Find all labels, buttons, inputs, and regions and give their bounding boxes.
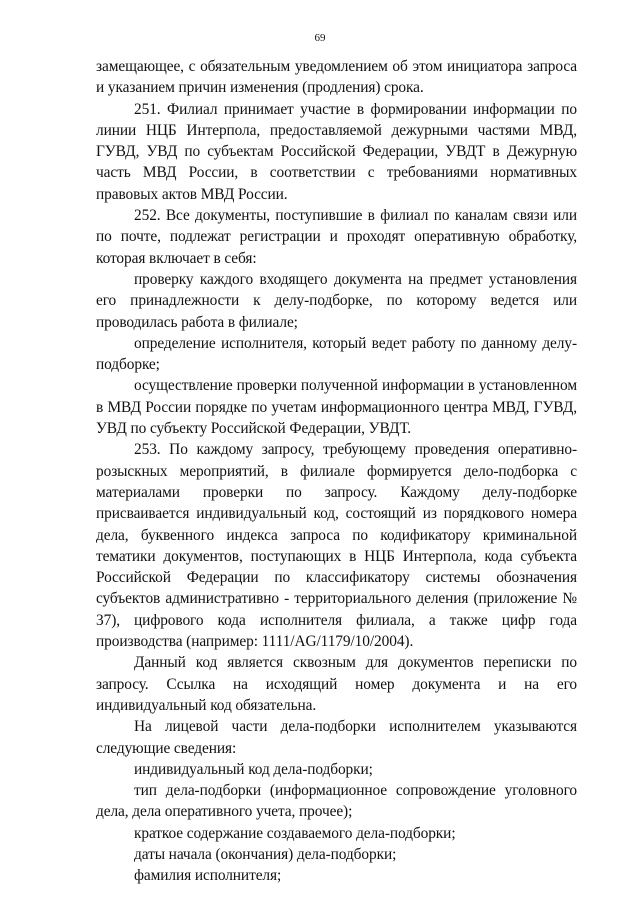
paragraph-252: 252. Все документы, поступившие в филиал по каналам связи или по почте, подлежат регистрации и проходят оперативную обработку, которая включает в себя:	[96, 207, 577, 267]
list-item-dates: даты начала (окончания) дела-подборки;	[134, 845, 397, 863]
list-item-assign-executor: определение исполнителя, который ведет работу по данному делу-подборке;	[96, 334, 577, 374]
list-item-executor-name: фамилия исполнителя;	[134, 867, 282, 885]
paragraph-continuation: замещающее, с обязательным уведомлением об этом инициатора запроса и указанием причин изменения (продления) срока.	[96, 58, 577, 97]
list-item-type: тип дела-подборки (информационное сопровождение уголовного дела, дела оперативного учета, прочее);	[96, 782, 577, 821]
paragraph-code-note: Данный код является сквозным для документов переписки по запросу. Ссылка на исходящий номер документа и на его индивидуальный код обязательна.	[96, 654, 577, 714]
list-item-verify-information: осуществление проверки полученной информации в установленном в МВД России порядке по учетам информационного центра МВД, ГУВД, УВД по субъекту Российской Федерации, УВДТ.	[96, 377, 577, 438]
paragraph-251: 251. Филиал принимает участие в формировании информации по линии НЦБ Интерпола, предоставляемой дежурными частями МВД, ГУВД, УВД по субъектам Российской Федерации, УВДТ в Дежурную часть МВД России, в соответствии с требованиями нормативных правовых актов МВД России.	[96, 100, 577, 203]
body-text	[96, 56, 577, 887]
list-item-check-document: проверку каждого входящего документа на предмет установления его принадлежности к делу-подборке, по которому ведется или проводилась работа в филиале;	[96, 270, 577, 331]
list-item-individual-code: индивидуальный код дела-подборки;	[134, 760, 373, 778]
page-number: 69	[314, 32, 326, 44]
paragraph-front-side-info: На лицевой части дела-подборки исполнителем указываются следующие сведения:	[96, 718, 577, 757]
paragraph-253: 253. По каждому запросу, требующему проведения оперативно-розыскных мероприятий, в филиале формируется дело-подборка с материалами проверки по запросу. Каждому делу-подборке присваивается индивидуальный код, состоящий из порядкового номера дела, буквенного индекса запроса по кодификатору криминальной тематики документов, поступающих в НЦБ Интерпола, кода субъекта Российской Федерации по классификатору системы обозначения субъектов административно - территориального деления (приложение № 37), цифрового кода исполнителя филиала, а также цифр года производства (например: 1111/AG/1179/10/2004).	[96, 441, 577, 651]
list-item-summary: краткое содержание создаваемого дела-подборки;	[134, 824, 456, 842]
